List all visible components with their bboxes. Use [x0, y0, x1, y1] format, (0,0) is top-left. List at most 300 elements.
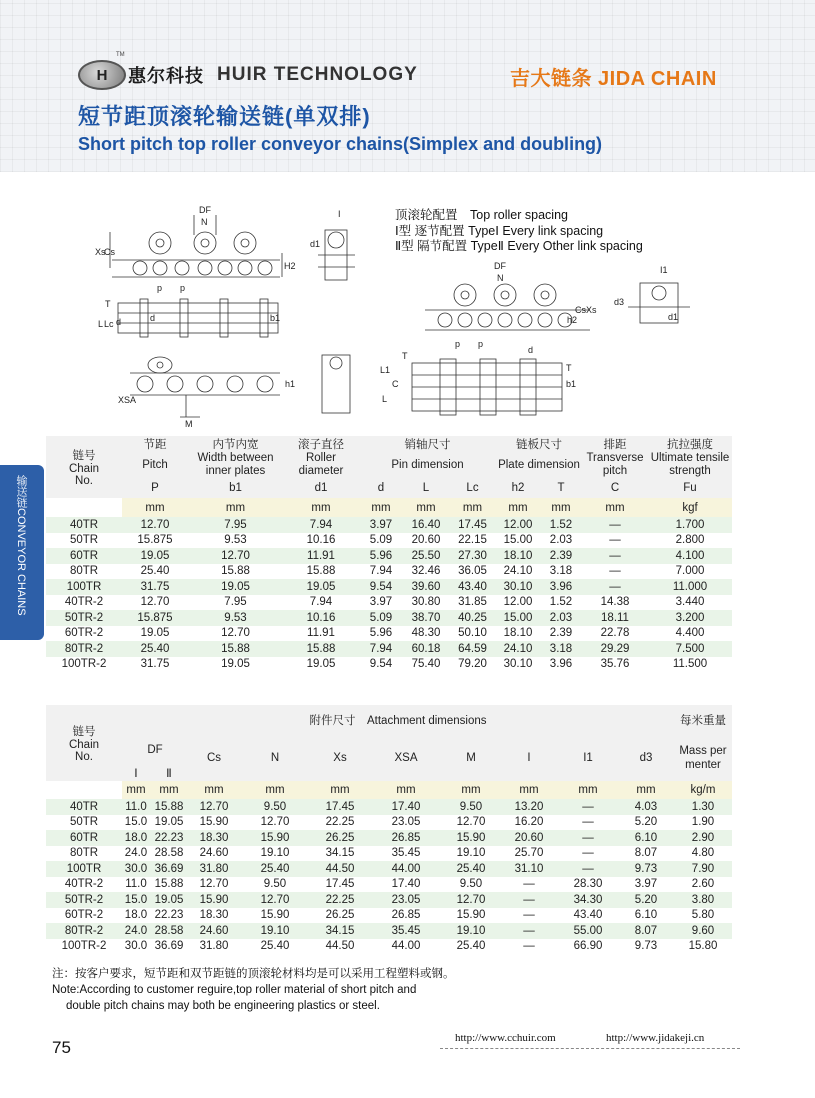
unit-cell: mm: [359, 498, 403, 517]
sym-C: C: [582, 478, 648, 498]
table-cell: —: [582, 548, 648, 564]
table-cell: 25.40: [122, 564, 188, 580]
table-cell: 44.00: [370, 861, 442, 877]
th-b1-en: Width between inner plates: [188, 452, 283, 478]
label-d-inner: d: [150, 313, 156, 323]
table-cell: 48.30: [403, 626, 449, 642]
table-cell: 8.07: [618, 923, 674, 939]
table-cell: 35.45: [370, 923, 442, 939]
table-cell: 13.20: [500, 799, 558, 815]
table-cell: 17.45: [310, 799, 370, 815]
table-cell: 19.10: [240, 923, 310, 939]
table-cell: 1.52: [540, 595, 582, 611]
label-d: d: [116, 317, 122, 327]
table-cell: 27.30: [449, 548, 496, 564]
table-row: [46, 892, 732, 908]
table-cell: 17.45: [310, 877, 370, 893]
table-cell: 9.73: [618, 939, 674, 955]
label-Xs-2: Xs: [586, 305, 597, 315]
footer-divider: [440, 1048, 740, 1049]
sym-Lc: Lc: [449, 478, 496, 498]
unit-cell: mm: [122, 498, 188, 517]
table-cell: 15.88: [283, 641, 359, 657]
table-cell: 11.91: [283, 626, 359, 642]
table-cell: 25.50: [403, 548, 449, 564]
website-link-2[interactable]: http://www.jidakeji.cn: [606, 1032, 705, 1044]
table-cell: 34.15: [310, 923, 370, 939]
unit-cell: mm: [442, 781, 500, 799]
th2-weight-cn: 每米重量: [674, 705, 732, 735]
table-row: [46, 595, 732, 611]
th-plate-en: Plate dimension: [496, 452, 582, 478]
table-cell: 3.440: [648, 595, 732, 611]
table-cell: 12.70: [122, 595, 188, 611]
table-cell: 9.54: [359, 657, 403, 673]
table-cell: 12.70: [442, 815, 500, 831]
drawing-type2-side: [380, 261, 690, 415]
logo-letter: H: [96, 66, 108, 84]
table-cell: 30.10: [496, 579, 540, 595]
table-cell: 20.60: [500, 830, 558, 846]
table-cell: 9.60: [674, 923, 732, 939]
table-cell: 1.90: [674, 815, 732, 831]
table-cell: 18.10: [496, 548, 540, 564]
page-number: 75: [52, 1038, 71, 1057]
unit-cell: mm: [558, 781, 618, 799]
table-cell: 22.78: [582, 626, 648, 642]
label-T-3: T: [566, 363, 572, 373]
table-row: [46, 626, 732, 642]
table-cell: 15.0: [122, 892, 150, 908]
table-cell: 5.20: [618, 815, 674, 831]
table-cell: 50.10: [449, 626, 496, 642]
chain-no-cell: 60TR: [46, 830, 122, 846]
table-cell: —: [500, 908, 558, 924]
table-cell: 11.91: [283, 548, 359, 564]
table-cell: 22.25: [310, 815, 370, 831]
table-cell: 4.03: [618, 799, 674, 815]
table-cell: 9.50: [442, 799, 500, 815]
th-fu-en: Ultimate tensile strength: [648, 452, 732, 478]
sym-h2: h2: [496, 478, 540, 498]
table-cell: 19.05: [150, 892, 188, 908]
table-cell: 18.10: [496, 626, 540, 642]
label-N: N: [201, 217, 208, 227]
table-cell: 24.10: [496, 564, 540, 580]
label-h2: h2: [567, 315, 578, 325]
th-d1-en: Roller diameter: [283, 452, 359, 478]
table-cell: 36.69: [150, 939, 188, 955]
th-pitch-en: Pitch: [122, 452, 188, 478]
label-Xs: Xs: [95, 247, 106, 257]
table-cell: —: [500, 892, 558, 908]
table-cell: 44.50: [310, 939, 370, 955]
table-cell: 25.40: [240, 861, 310, 877]
table-cell: 3.97: [359, 595, 403, 611]
table-cell: 28.58: [150, 846, 188, 862]
label-Cs: Cs: [104, 247, 115, 257]
table-cell: 25.40: [442, 939, 500, 955]
table-cell: 3.97: [618, 877, 674, 893]
table-cell: 55.00: [558, 923, 618, 939]
note-en-1: Note:According to customer reguire,top roller material of short pitch and: [52, 984, 417, 996]
table-cell: 44.00: [370, 939, 442, 955]
table-cell: 15.90: [188, 892, 240, 908]
legend-line-1: 顶滚轮配置 Top roller spacing: [395, 208, 568, 222]
label-H2: H2: [284, 261, 296, 271]
table-cell: 9.54: [359, 579, 403, 595]
table-cell: 2.03: [540, 610, 582, 626]
table-cell: 22.25: [310, 892, 370, 908]
company-name-cn: 惠尔科技: [128, 66, 204, 86]
th-fu-cn: 抗拉强度: [648, 436, 732, 452]
label-T-2: T: [402, 351, 408, 361]
sym-d: d: [359, 478, 403, 498]
table-cell: —: [500, 923, 558, 939]
table-cell: 7.95: [188, 517, 283, 533]
label-Cs-2: Cs: [575, 305, 586, 315]
website-link-1[interactable]: http://www.cchuir.com: [455, 1032, 556, 1044]
table-cell: —: [582, 517, 648, 533]
chain-no-cell: 100TR-2: [46, 939, 122, 955]
unit-blank: [46, 781, 122, 799]
table-cell: 12.70: [188, 877, 240, 893]
label-T: T: [105, 299, 111, 309]
table-cell: 25.40: [122, 641, 188, 657]
table-cell: 16.40: [403, 517, 449, 533]
label-Lc: Lc: [104, 319, 114, 329]
table-cell: —: [582, 579, 648, 595]
table-cell: 11.0: [122, 877, 150, 893]
th-b1-cn: 内节内宽: [188, 436, 283, 452]
unit-cell: mm: [150, 781, 188, 799]
label-N-2: N: [497, 273, 504, 283]
table-row: [46, 533, 732, 549]
company-logo: [78, 60, 126, 90]
table-cell: 79.20: [449, 657, 496, 673]
table-cell: 4.400: [648, 626, 732, 642]
table-cell: 7.94: [359, 641, 403, 657]
table-cell: 34.15: [310, 846, 370, 862]
drawing-attachment-view: [118, 355, 350, 429]
table-row: [46, 939, 732, 955]
unit-cell: mm: [618, 781, 674, 799]
table-cell: 15.90: [240, 830, 310, 846]
table-row: [46, 517, 732, 533]
table-cell: 15.875: [122, 533, 188, 549]
table-cell: 29.29: [582, 641, 648, 657]
table-cell: 15.00: [496, 533, 540, 549]
table-cell: 38.70: [403, 610, 449, 626]
table-cell: 35.45: [370, 846, 442, 862]
table-cell: 9.50: [240, 877, 310, 893]
sym2-d3: d3: [618, 735, 674, 781]
table-cell: 17.45: [449, 517, 496, 533]
table-cell: 36.69: [150, 861, 188, 877]
table-cell: 6.10: [618, 908, 674, 924]
table-cell: 2.03: [540, 533, 582, 549]
table-cell: 60.18: [403, 641, 449, 657]
table-cell: 12.70: [122, 517, 188, 533]
table-cell: 3.18: [540, 641, 582, 657]
table-cell: 5.09: [359, 610, 403, 626]
table-cell: 2.800: [648, 533, 732, 549]
unit-cell: mm: [449, 498, 496, 517]
table-cell: 19.05: [150, 815, 188, 831]
th2-chain-en: Chain No.: [68, 739, 100, 763]
chain-no-cell: 50TR-2: [46, 892, 122, 908]
table-cell: 26.25: [310, 908, 370, 924]
page-title-cn: 短节距顶滚轮输送链(单双排): [78, 104, 371, 129]
label-d1-2: d1: [668, 312, 679, 322]
table-row: [46, 548, 732, 564]
table-cell: 28.30: [558, 877, 618, 893]
note-cn: 注：按客户要求，短节距和双节距链的顶滚轮材料均是可以采用工程塑料或钢。: [52, 968, 455, 980]
table-cell: 3.80: [674, 892, 732, 908]
note-en-2: double pitch chains may both be engineering plastics or steel.: [66, 1000, 380, 1012]
table-cell: 24.60: [188, 846, 240, 862]
table-cell: 3.96: [540, 657, 582, 673]
table-row: [46, 830, 732, 846]
table-cell: 31.80: [188, 939, 240, 955]
table-cell: —: [558, 830, 618, 846]
table-cell: 28.58: [150, 923, 188, 939]
table-row: [46, 815, 732, 831]
table-cell: 2.39: [540, 626, 582, 642]
table-cell: 34.30: [558, 892, 618, 908]
table-cell: 12.00: [496, 517, 540, 533]
table-cell: 12.00: [496, 595, 540, 611]
table-cell: 24.10: [496, 641, 540, 657]
table-row: [46, 923, 732, 939]
unit-cell: mm: [403, 498, 449, 517]
unit-cell: mm: [540, 498, 582, 517]
table-cell: 9.73: [618, 861, 674, 877]
table-cell: 12.70: [442, 892, 500, 908]
unit-blank: [46, 498, 122, 517]
section-side-tab: [0, 465, 44, 640]
table-cell: 1.700: [648, 517, 732, 533]
th-d1-cn: 滚子直径: [283, 436, 359, 452]
table-cell: 40.25: [449, 610, 496, 626]
table-cell: 26.85: [370, 830, 442, 846]
table-cell: 23.05: [370, 815, 442, 831]
chain-no-cell: 80TR-2: [46, 923, 122, 939]
table-cell: 19.05: [122, 626, 188, 642]
table-cell: 19.10: [442, 923, 500, 939]
table-row: [46, 641, 732, 657]
table-cell: 15.90: [188, 815, 240, 831]
label-p4: p: [478, 339, 484, 349]
th2-attach: 附件尺寸 Attachment dimensions: [122, 705, 674, 735]
table-cell: 9.53: [188, 533, 283, 549]
type-II: Ⅱ: [150, 765, 188, 781]
table-cell: 11.000: [648, 579, 732, 595]
table-cell: 22.23: [150, 830, 188, 846]
th-pin-en: Pin dimension: [359, 452, 496, 478]
table-row: [46, 846, 732, 862]
unit-cell: mm: [582, 498, 648, 517]
table-cell: 31.80: [188, 861, 240, 877]
table-cell: 15.88: [188, 641, 283, 657]
table-cell: 19.05: [283, 579, 359, 595]
table-cell: 10.16: [283, 610, 359, 626]
table-cell: 4.80: [674, 846, 732, 862]
attachment-dimensions-body: [46, 799, 732, 954]
table-cell: 14.38: [582, 595, 648, 611]
table-cell: 75.40: [403, 657, 449, 673]
table-cell: 3.18: [540, 564, 582, 580]
table-cell: —: [582, 533, 648, 549]
table-cell: 15.0: [122, 815, 150, 831]
table-cell: 22.15: [449, 533, 496, 549]
sym2-DF: DF: [122, 735, 188, 765]
table-cell: 2.90: [674, 830, 732, 846]
label-DF: DF: [199, 205, 211, 215]
chain-dimensions-table: [46, 436, 732, 672]
table-cell: 5.96: [359, 548, 403, 564]
table-cell: 36.05: [449, 564, 496, 580]
table-cell: 18.11: [582, 610, 648, 626]
table-cell: 8.07: [618, 846, 674, 862]
unit-cell: kg/m: [674, 781, 732, 799]
sym-b1: b1: [188, 478, 283, 498]
unit-cell: mm: [500, 781, 558, 799]
unit-cell: mm: [283, 498, 359, 517]
table-cell: —: [582, 564, 648, 580]
table-cell: 19.05: [122, 548, 188, 564]
table-row: [46, 610, 732, 626]
chain-no-cell: 40TR-2: [46, 595, 122, 611]
th2-weight-en: Mass per menter: [674, 735, 732, 781]
table-cell: 16.20: [500, 815, 558, 831]
table-row: [46, 564, 732, 580]
th-plate-cn: 链板尺寸: [496, 436, 582, 452]
unit-cell: mm: [310, 781, 370, 799]
table-cell: 18.30: [188, 830, 240, 846]
table-cell: 5.20: [618, 892, 674, 908]
label-d-2: d: [528, 345, 534, 355]
chain-no-cell: 50TR: [46, 533, 122, 549]
label-DF-2: DF: [494, 261, 506, 271]
label-p1: p: [157, 283, 163, 293]
drawing-type1-side: [95, 205, 355, 337]
legend-line-3: Ⅱ型 隔节配置 TypeⅡ Every Other link spacing: [395, 239, 643, 253]
th-pitch-cn: 节距: [122, 436, 188, 452]
chain-no-cell: 100TR: [46, 861, 122, 877]
table-cell: 4.100: [648, 548, 732, 564]
sym2-M: M: [442, 735, 500, 781]
page-header: [0, 0, 815, 172]
sym-L: L: [403, 478, 449, 498]
sym-P: P: [122, 478, 188, 498]
table-cell: 12.70: [240, 892, 310, 908]
table-cell: 18.0: [122, 908, 150, 924]
table-cell: 31.75: [122, 579, 188, 595]
table-cell: 43.40: [558, 908, 618, 924]
attachment-dimensions-table: [46, 705, 732, 954]
label-d3: d3: [614, 297, 625, 307]
chain-no-cell: 60TR-2: [46, 908, 122, 924]
table-cell: 23.05: [370, 892, 442, 908]
brand-name: 吉大链条 JIDA CHAIN: [510, 68, 717, 90]
table-cell: 3.96: [540, 579, 582, 595]
legend-line-2: Ⅰ型 逐节配置 TypeⅠ Every link spacing: [395, 223, 604, 238]
table-cell: 19.05: [188, 657, 283, 673]
table-cell: 31.85: [449, 595, 496, 611]
table-cell: 32.46: [403, 564, 449, 580]
th-chain: [46, 436, 122, 498]
table-cell: 24.0: [122, 923, 150, 939]
table-cell: 3.97: [359, 517, 403, 533]
side-tab-label: 输送链CONVEYOR CHAINS: [15, 475, 27, 616]
label-b1: b1: [270, 313, 281, 323]
table-cell: 31.75: [122, 657, 188, 673]
th-pin-cn: 销轴尺寸: [359, 436, 496, 452]
table-cell: 7.90: [674, 861, 732, 877]
table-cell: 15.88: [188, 564, 283, 580]
sym-d1: d1: [283, 478, 359, 498]
th-chain-cn: 链号: [72, 450, 96, 462]
table-cell: 7.000: [648, 564, 732, 580]
sym2-Cs: Cs: [188, 735, 240, 781]
table-cell: 15.88: [150, 877, 188, 893]
table-cell: 24.60: [188, 923, 240, 939]
chain-no-cell: 80TR: [46, 564, 122, 580]
table-cell: 25.70: [500, 846, 558, 862]
table-cell: 20.60: [403, 533, 449, 549]
table-cell: 66.90: [558, 939, 618, 955]
chain-no-cell: 40TR: [46, 799, 122, 815]
table-cell: 64.59: [449, 641, 496, 657]
table-cell: —: [500, 939, 558, 955]
table-cell: 30.0: [122, 861, 150, 877]
table-cell: 17.40: [370, 877, 442, 893]
label-I: I: [338, 209, 341, 219]
chain-dimensions-body: [46, 517, 732, 672]
table-cell: 7.500: [648, 641, 732, 657]
unit-cell: mm: [188, 781, 240, 799]
page-title-en: Short pitch top roller conveyor chains(Simplex and doubling): [78, 134, 603, 154]
company-name-en: HUIR TECHNOLOGY: [217, 64, 418, 85]
label-C: C: [392, 379, 399, 389]
table-cell: 3.200: [648, 610, 732, 626]
sym2-XSA: XSA: [370, 735, 442, 781]
unit-cell: mm: [240, 781, 310, 799]
table-cell: 12.70: [240, 815, 310, 831]
table-cell: 15.90: [240, 908, 310, 924]
th2-chain: [46, 705, 122, 781]
unit-cell: mm: [370, 781, 442, 799]
th-c-en: Transverse pitch: [582, 452, 648, 478]
label-d1: d1: [310, 239, 321, 249]
table-cell: 19.05: [188, 579, 283, 595]
chain-no-cell: 40TR-2: [46, 877, 122, 893]
table-cell: 15.88: [283, 564, 359, 580]
table-cell: 44.50: [310, 861, 370, 877]
sym-Fu: Fu: [648, 478, 732, 498]
table-cell: 5.80: [674, 908, 732, 924]
chain-technical-drawing: [0, 195, 815, 430]
chain-no-cell: 50TR: [46, 815, 122, 831]
table-cell: 15.00: [496, 610, 540, 626]
table-cell: 2.60: [674, 877, 732, 893]
label-M: M: [185, 419, 193, 429]
sym-T: T: [540, 478, 582, 498]
table-cell: 10.16: [283, 533, 359, 549]
table-cell: 26.85: [370, 908, 442, 924]
table-cell: 7.94: [283, 517, 359, 533]
